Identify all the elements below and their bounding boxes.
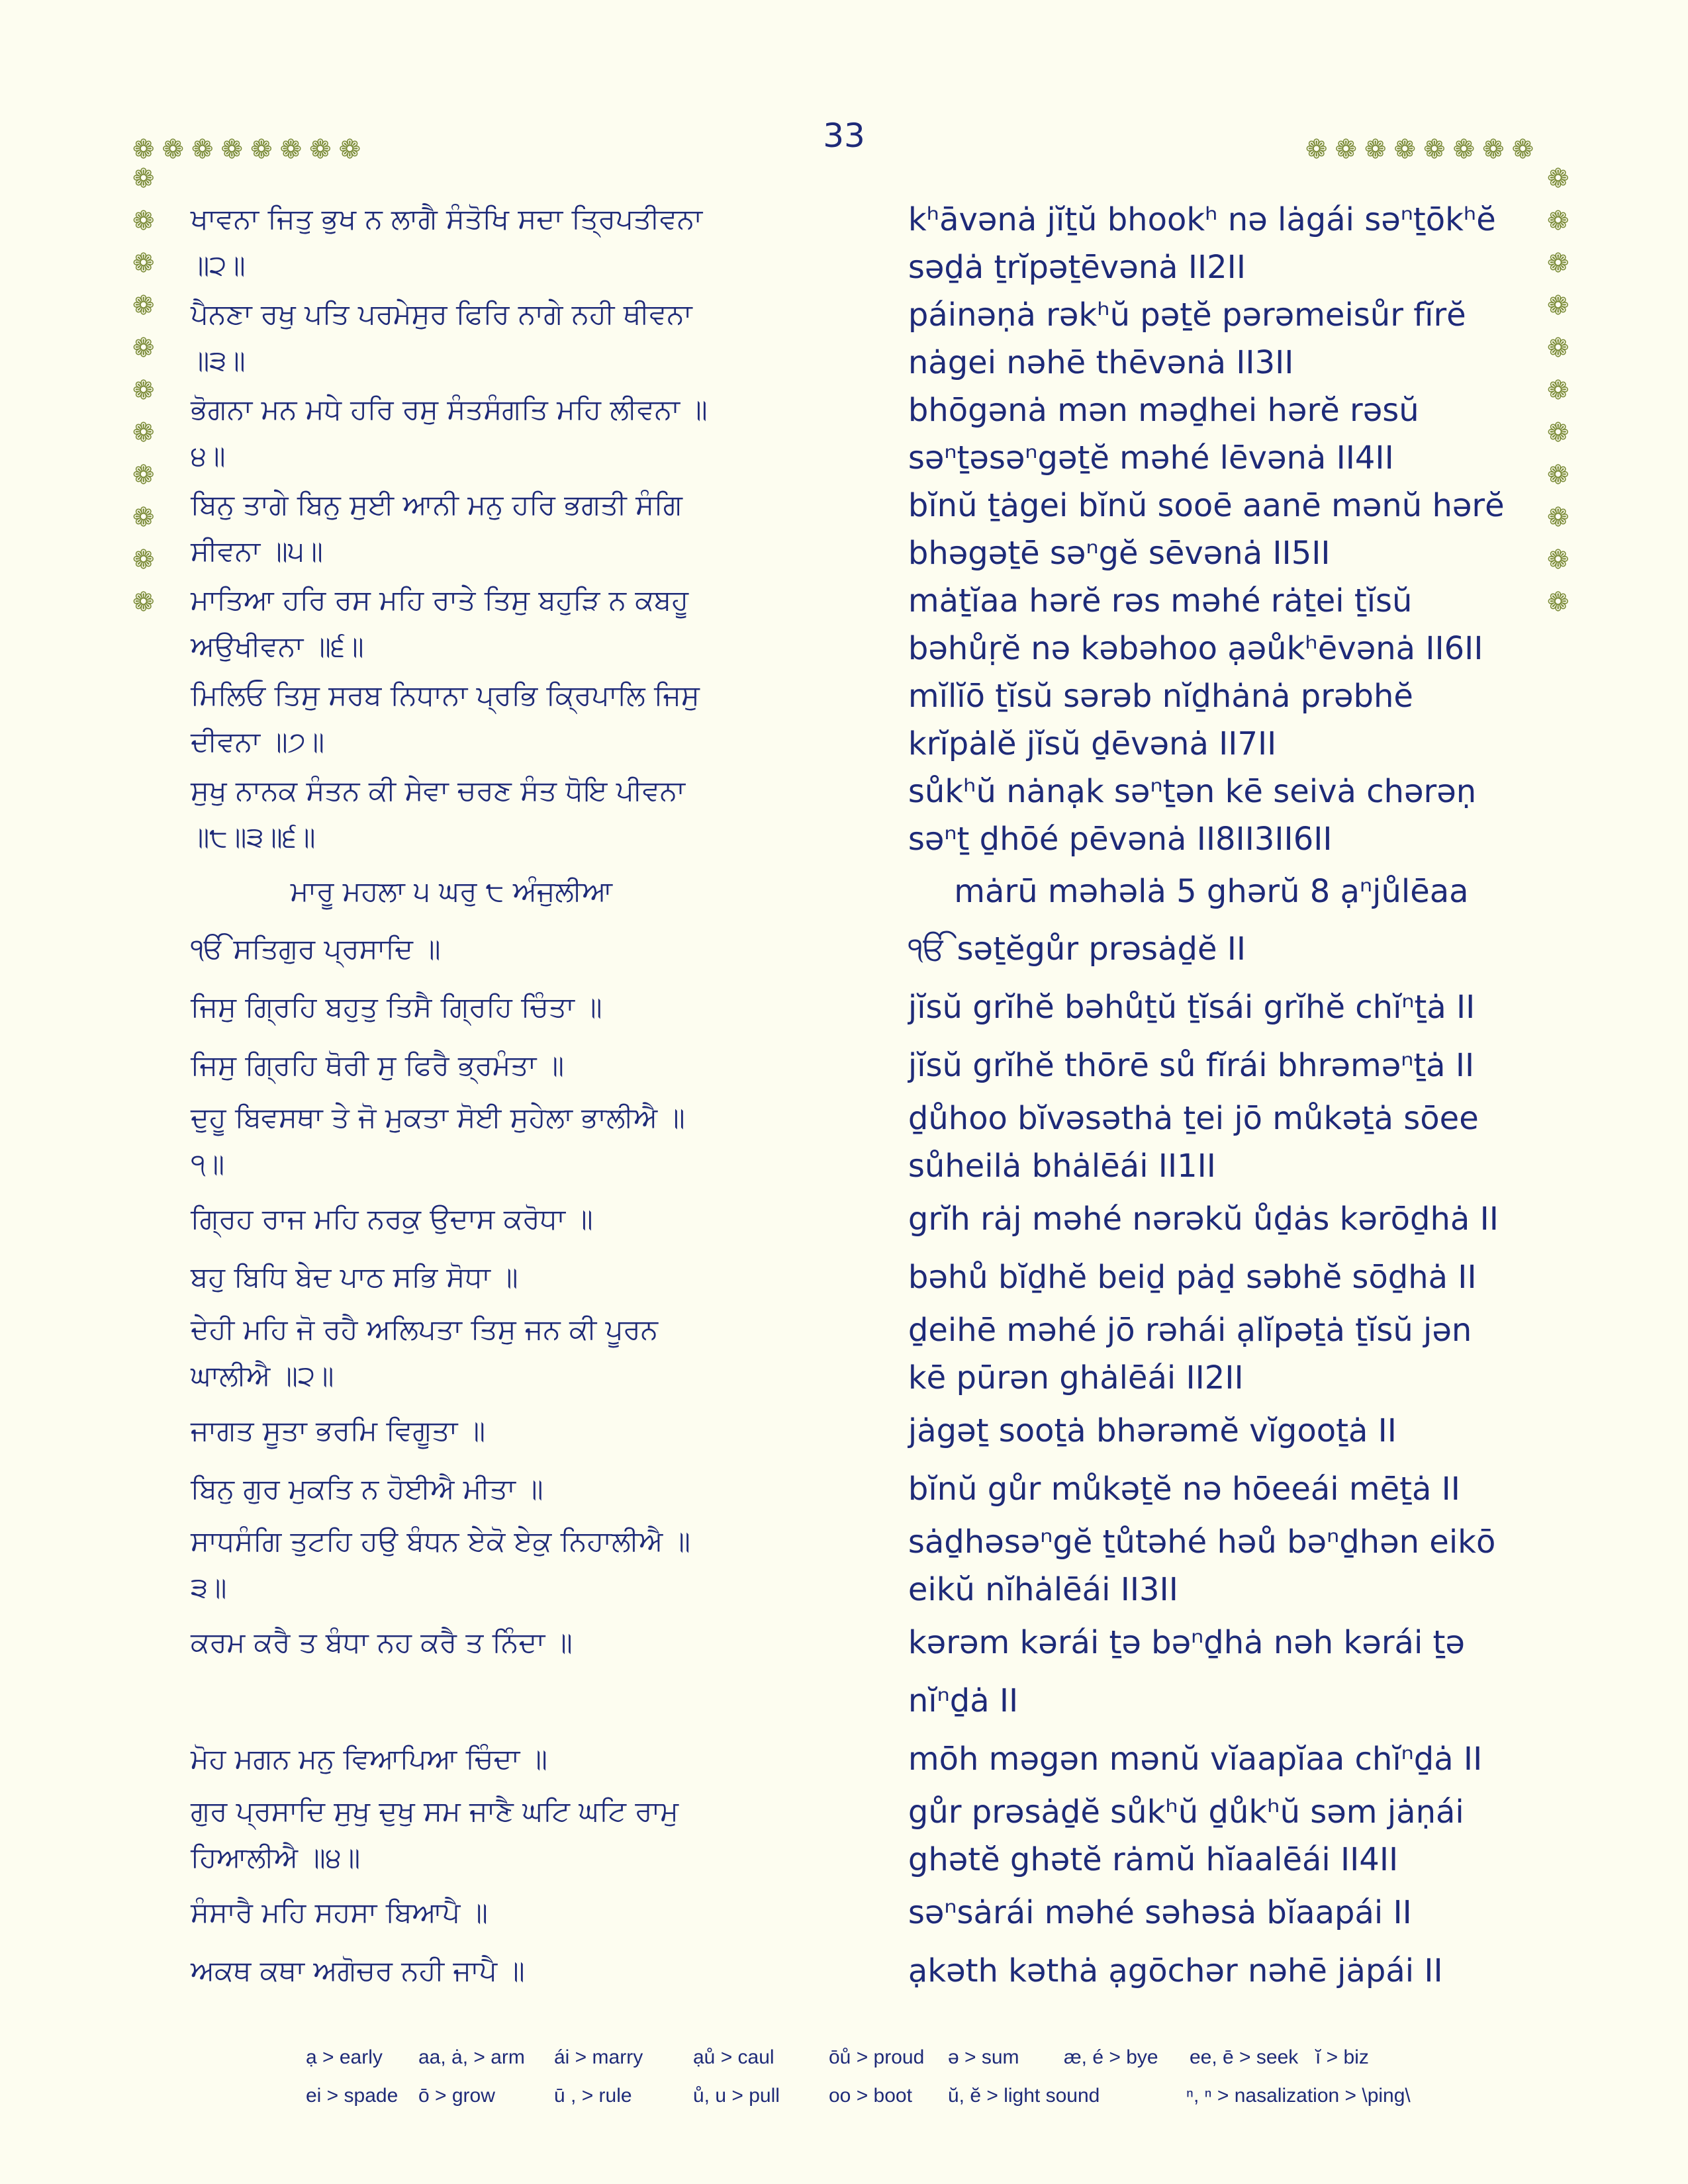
flower-ornament-icon: ❁ [250,134,273,165]
verse-line [191,672,1515,768]
transliteration-text: kərəm kərái ṯə bəⁿḏhȧ nəh kərái ṯə nĭⁿḏȧ II [908,1624,1465,1719]
flower-ornament-icon: ❁ [1335,134,1358,165]
key-item: ĭ > biz [1315,2046,1369,2068]
verse-line [191,1788,1515,1884]
shabad-heading [191,863,1515,920]
flower-ornament-icon: ❁ [1547,206,1570,236]
transliteration-text: ḏeihē məhé jō rəhái ạlĭpəṯȧ ṯĭsŭ jən kē pūrən ghȧlēái II2II [908,1312,1472,1396]
flower-ornament-icon: ❁ [1393,134,1417,165]
flower-ornament-icon: ❁ [1547,291,1570,321]
key-item: ái > marry [554,2046,643,2068]
flower-ornament-icon: ❁ [132,291,155,321]
gurmukhi-text: ਮੋਹ ਮਗਨ ਮਨੁ ਵਿਆਪਿਆ ਚਿੰਦਾ ॥ [191,1743,547,1775]
page-number: 33 [823,116,865,155]
gurmukhi-text: ਸੰਸਾਰੈ ਮਹਿ ਸਹਸਾ ਬਿਆਪੈ ॥ [191,1896,488,1929]
flower-ornament-icon: ❁ [132,333,155,363]
transliteration-text: gůr prəsȧḏĕ sůkʰŭ ḏůkʰŭ səm jȧṇái ghətĕ ghətĕ rȧmŭ hĭaalēái II4II [908,1794,1464,1878]
verse-line [191,577,1515,672]
ornament-top-left [132,136,361,163]
verse-line [191,978,1515,1036]
verse-line [191,1942,1515,2000]
flower-ornament-icon: ❁ [1547,418,1570,448]
transliteration-text: bəhů bĭḏhĕ beiḏ pȧḏ səbhĕ sōḏhȧ II [908,1259,1477,1296]
flower-ornament-icon: ❁ [1547,545,1570,575]
transliteration-text: grĭh rȧj məhé nərəkŭ ůḏȧs kərōḏhȧ II [908,1201,1499,1238]
gurmukhi-text: ਜਿਸੁ ਗ੍ਰਿਹਿ ਥੋਰੀ ਸੁ ਫਿਰੈ ਭ੍ਰਮੰਤਾ ॥ [191,1049,565,1081]
verse-line [191,1306,1515,1402]
verse-line [191,1730,1515,1788]
verse-line [191,1190,1515,1248]
gurmukhi-text: ਬਿਨੁ ਤਾਗੇ ਬਿਨੁ ਸੁਈ ਆਨੀ ਮਨੁ ਹਰਿ ਭਗਤੀ ਸੰਗਿ ਸੀਵਨਾ ॥੫॥ [191,488,682,567]
verse-line [191,1518,1515,1614]
flower-ornament-icon: ❁ [220,134,244,165]
gurmukhi-text: ਜਿਸੁ ਗ੍ਰਿਹਿ ਬਹੁਤੁ ਤਿਸੈ ਗ੍ਰਿਹਿ ਚਿੰਤਾ ॥ [191,991,602,1023]
flower-ornament-icon: ❁ [1364,134,1387,165]
flower-ornament-icon: ❁ [1511,134,1534,165]
key-item: ō > grow [418,2085,495,2107]
transliteration-text: sůkʰŭ nȧnạk səⁿṯən kē seivȧ chərəṇ səⁿṯ ḏhōé pēvənȧ II8II3II6II [908,773,1477,858]
flower-ornament-icon: ❁ [309,134,332,165]
ornament-left-column [132,165,155,615]
gurmukhi-text: ਗ੍ਰਿਹ ਰਾਜ ਮਹਿ ਨਰਕੁ ਉਦਾਸ ਕਰੋਧਾ ॥ [191,1203,593,1235]
verse-line [191,291,1515,387]
flower-ornament-icon: ❁ [1547,163,1570,194]
transliteration-text: mȧṯĭaa hərĕ rəs məhé rȧṯei ṯĭsŭ bəhůṛĕ nə kəbəhoo ạəůkʰēvənȧ II6II [908,582,1483,667]
transliteration-text: kʰāvənȧ jĭṯŭ bhookʰ nə lȧgái səⁿṯōkʰĕ səḏȧ ṯrĭpəṯēvənȧ II2II [908,201,1496,286]
key-item: ạů > caul [693,2046,774,2068]
transliteration-text: mōh məgən mənŭ vĭaapĭaa chĭⁿḏȧ II [908,1741,1483,1778]
flower-ornament-icon: ❁ [1423,134,1446,165]
flower-ornament-icon: ❁ [1547,502,1570,533]
transliteration-text: ੴ səṯĕgůr prəsȧḏĕ II [908,931,1246,968]
verse-line [191,1460,1515,1518]
flower-ornament-icon: ❁ [132,134,155,165]
flower-ornament-icon: ❁ [1547,248,1570,279]
flower-ornament-icon: ❁ [1452,134,1476,165]
transliteration-text: jĭsŭ grĭhĕ thōrē sů fĭrái bhrəməⁿṯȧ II [908,1047,1475,1084]
transliteration-text: páinəṇȧ rəkʰŭ pəṯĕ pərəmeisůr fĭrĕ nȧgei nəhē thēvənȧ II3II [908,296,1466,381]
verse-line [191,1884,1515,1942]
flower-ornament-icon: ❁ [132,375,155,406]
key-item: oo > boot [829,2085,912,2107]
pronunciation-key-row [306,2038,1425,2077]
flower-ornament-icon: ❁ [1305,134,1328,165]
key-item: æ, é > bye [1064,2046,1158,2068]
flower-ornament-icon: ❁ [1547,587,1570,617]
transliteration-text: ạkəth kəthȧ ạgōchər nəhē jȧpái II [908,1952,1443,1989]
ornament-top-right [1305,136,1534,163]
gurmukhi-text: ਅਕਥ ਕਥਾ ਅਗੋਚਰ ਨਹੀ ਜਾਪੈ ॥ [191,1954,525,1987]
gurmukhi-text: ਸਾਧਸੰਗਿ ਤੁਟਹਿ ਹਉ ਬੰਧਨ ਏਕੋ ਏਕੁ ਨਿਹਾਲੀਐ ॥੩॥ [191,1525,690,1604]
transliteration-text: mĭlĭō ṯĭsŭ sərəb nĭḏhȧnȧ prəbhĕ krĭpȧlĕ jĭsŭ ḏēvənȧ II7II [908,678,1413,762]
flower-ornament-icon: ❁ [132,248,155,279]
transliteration-text: bhōgənȧ mən məḏhei hərĕ rəsŭ səⁿṯəsəⁿgəṯĕ məhé lēvənȧ II4II [908,392,1419,477]
transliteration-text: jĭsŭ grĭhĕ bəhůṯŭ ṯĭsái grĭhĕ chĭⁿṯȧ II [908,989,1476,1026]
gurmukhi-text: ਦੁਹੂ ਬਿਵਸਥਾ ਤੇ ਜੋ ਮੁਕਤਾ ਸੋਈ ਸੁਹੇਲਾ ਭਾਲੀਐ ॥੧॥ [191,1101,685,1180]
transliteration-text: bĭnŭ gůr můkəṯĕ nə hōeeái mēṯȧ II [908,1471,1460,1508]
flower-ornament-icon: ❁ [132,418,155,448]
key-item: ⁿ, ⁿ > nasalization > \ping\ [1186,2085,1411,2107]
key-item: ū , > rule [554,2085,632,2107]
flower-ornament-icon: ❁ [132,206,155,236]
flower-ornament-icon: ❁ [132,587,155,617]
flower-ornament-icon: ❁ [191,134,214,165]
key-item: aa, ȧ, > arm [418,2046,525,2068]
key-item: ee, ē > seek [1190,2046,1299,2068]
flower-ornament-icon: ❁ [1547,333,1570,363]
verse-line [191,482,1515,577]
gurmukhi-text: ਗੁਰ ਪ੍ਰਸਾਦਿ ਸੁਖੁ ਦੁਖੁ ਸਮ ਜਾਣੈ ਘਟਿ ਘਟਿ ਰਾਮੁ ਹਿਆਲੀਐ ॥੪॥ [191,1795,679,1874]
key-item: ů, u > pull [693,2085,780,2107]
verse-line [191,768,1515,863]
flower-ornament-icon: ❁ [132,163,155,194]
key-item: ə > sum [948,2046,1019,2068]
verse-content [191,196,1515,2000]
verse-line [191,1036,1515,1095]
flower-ornament-icon: ❁ [162,134,185,165]
pronunciation-key [306,2038,1425,2115]
transliteration-text: jȧgəṯ sooṯȧ bhərəmĕ vĭgooṯȧ II [908,1412,1397,1449]
flower-ornament-icon: ❁ [338,134,361,165]
verse-line [191,1248,1515,1306]
transliteration-text: ḏůhoo bĭvəsəthȧ ṯei jō můkəṯȧ sōee sůheilȧ bhȧlēái II1II [908,1100,1479,1185]
transliteration-text: sȧḏhəsəⁿgĕ ṯůtəhé həů bəⁿḏhən eikō eikŭ nĭhȧlēái II3II [908,1524,1496,1608]
key-item: ōů > proud [829,2046,925,2068]
gurmukhi-text: ਮਾਤਿਆ ਹਰਿ ਰਸ ਮਹਿ ਰਾਤੇ ਤਿਸੁ ਬਹੁੜਿ ਨ ਕਬਹੂ ਅਉਖੀਵਨਾ ॥੬॥ [191,584,689,662]
heading-transliteration: mȧrū məhəlȧ 5 ghərŭ 8 ạⁿjůlēaa [954,873,1469,910]
flower-ornament-icon: ❁ [132,460,155,490]
gurmukhi-text: ਜਾਗਤ ਸੂਤਾ ਭਰਮਿ ਵਿਗੂਤਾ ॥ [191,1414,486,1447]
flower-ornament-icon: ❁ [132,545,155,575]
verse-line [191,196,1515,291]
gurmukhi-text: ਬਹੁ ਬਿਧਿ ਬੇਦ ਪਾਠ ਸਭਿ ਸੋਧਾ ॥ [191,1261,518,1293]
gurmukhi-text: ਦੇਹੀ ਮਹਿ ਜੋ ਰਹੈ ਅਲਿਪਤਾ ਤਿਸੁ ਜਨ ਕੀ ਪੂਰਨ ਘਾਲੀਐ ॥੨॥ [191,1313,658,1392]
verse-line [191,1095,1515,1190]
ornament-right-column [1547,165,1570,615]
gurmukhi-text: ਬਿਨੁ ਗੁਰ ਮੁਕਤਿ ਨ ਹੋਈਐ ਮੀਤਾ ॥ [191,1473,543,1505]
transliteration-text: bĭnŭ ṯȧgei bĭnŭ sooē aanē mənŭ hərĕ bhəgəṯē səⁿgĕ sēvənȧ II5II [908,487,1505,572]
flower-ornament-icon: ❁ [1482,134,1505,165]
gurmukhi-text: ਪੈਨਣਾ ਰਖੁ ਪਤਿ ਪਰਮੇਸੁਰ ਫਿਰਿ ਨਾਗੇ ਨਹੀ ਥੀਵਨਾ ॥੩॥ [191,298,692,377]
gurmukhi-text: ੴ ਸਤਿਗੁਰ ਪ੍ਰਸਾਦਿ ॥ [191,933,441,965]
flower-ornament-icon: ❁ [1547,460,1570,490]
verse-line [191,387,1515,482]
gurmukhi-text: ਮਿਲਿਓ ਤਿਸੁ ਸਰਬ ਨਿਧਾਨਾ ਪ੍ਰਭਿ ਕ੍ਰਿਪਾਲਿ ਜਿਸੁ ਦੀਵਨਾ ॥੭॥ [191,679,700,758]
transliteration-text: səⁿsȧrái məhé səhəsȧ bĭaapái II [908,1894,1412,1931]
pronunciation-key-row [306,2077,1425,2115]
flower-ornament-icon: ❁ [1547,375,1570,406]
flower-ornament-icon: ❁ [279,134,303,165]
heading-gurmukhi: ਮਾਰੂ ਮਹਲਾ ੫ ਘਰੁ ੮ ਅੰਜੁਲੀਆ [290,875,613,907]
key-item: ei > spade [306,2085,399,2107]
gurmukhi-text: ਸੁਖੁ ਨਾਨਕ ਸੰਤਨ ਕੀ ਸੇਵਾ ਚਰਣ ਸੰਤ ਧੋਇ ਪੀਵਨਾ ॥੮॥੩॥੬॥ [191,774,686,853]
verse-line [191,1402,1515,1460]
gurmukhi-text: ਭੋਗਨਾ ਮਨ ਮਧੇ ਹਰਿ ਰਸੁ ਸੰਤਸੰਗਤਿ ਮਹਿ ਲੀਵਨਾ ॥੪॥ [191,393,708,472]
gurmukhi-text: ਖਾਵਨਾ ਜਿਤੁ ਭੁਖ ਨ ਲਾਗੈ ਸੰਤੋਖਿ ਸਦਾ ਤ੍ਰਿਪਤੀਵਨਾ ॥੨॥ [191,203,703,281]
key-item: ạ > early [306,2046,383,2068]
key-item: ŭ, ĕ > light sound [948,2085,1100,2107]
verse-line [191,920,1515,978]
flower-ornament-icon: ❁ [132,502,155,533]
gurmukhi-text: ਕਰਮ ਕਰੈ ਤ ਬੰਧਾ ਨਹ ਕਰੈ ਤ ਨਿੰਦਾ ॥ [191,1626,573,1659]
verse-line [191,1614,1515,1730]
